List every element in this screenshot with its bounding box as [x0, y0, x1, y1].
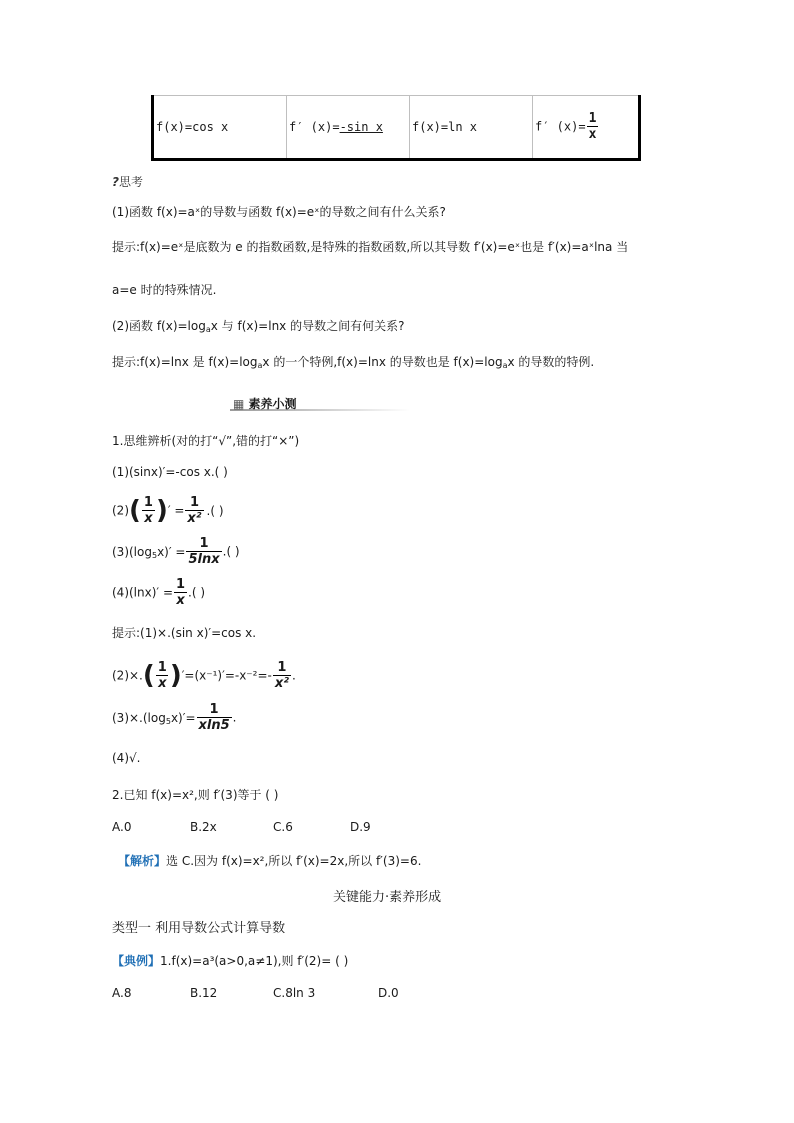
q1-item-3: $(3)(\log_5x)'$ = $\frac{1}{5\ln x}$ .( )	[112, 535, 240, 567]
question-mark-icon: ?	[112, 175, 119, 189]
derivative-table	[151, 95, 641, 161]
q1-hint-4: (4)√.	[112, 751, 141, 765]
table-cell-function-ln: f(x)=ln x	[410, 96, 533, 160]
table-cell-derivative-ln: f′ (x)= $\frac{1}{x}$	[533, 96, 640, 160]
q2-analysis: 【解析】选 C.因为 f(x)=x²,所以 f′(x)=2x,所以 f′(3)=6.	[118, 854, 422, 868]
example-1: 【典例】1.f(x)=a³(a>0,a≠1),则 f′(2)= ( )	[112, 954, 349, 968]
think-question-2: (2)函数 $f(x)=\log_ax$ 与 f(x)=lnx 的导数之间有何关系?	[112, 319, 405, 334]
q1-hint-1: 提示:(1)×.(sin x)′=cos x.	[112, 626, 257, 640]
type-1-title: 类型一 利用导数公式计算导数	[112, 921, 286, 936]
q1-title: 1.思维辨析(对的打“√”,错的打“×”)	[112, 434, 300, 448]
table-cell-derivative-cos: f′ (x)=-sin x	[287, 96, 410, 160]
q1-hint-2: (2)×.( $\frac{1}{x}$ )′=(x⁻¹)′=-x⁻²=- $\frac{1}{\text{x²}}$ .	[112, 659, 296, 691]
q2-option-c: C.6	[273, 820, 293, 834]
book-stack-icon: ▦	[233, 397, 245, 411]
think-answer-2: 提示:f(x)=lnx 是 $f(x)=\log_ax$ 的一个特例,f(x)=lnx 的导数也是 $f(x)=\log_ax$ 的导数的特例.	[112, 355, 595, 370]
think-heading: ?思考	[112, 175, 143, 189]
think-question-1: (1)函数 f(x)=aˣ的导数与函数 f(x)=eˣ的导数之间有什么关系?	[112, 205, 446, 219]
section-header	[233, 396, 297, 412]
think-answer-1-line1: 提示:f(x)=eˣ是底数为 e 的指数函数,是特殊的指数函数,所以其导数 f′(x)=eˣ也是 f′(x)=aˣlna 当	[112, 240, 629, 254]
q1-hint-3: $(3)\times.(\log_5x)'=$ $\frac{1}{xln5}$ .	[112, 701, 237, 733]
q2-title: 2.已知 f(x)=x²,则 f′(3)等于 ( )	[112, 788, 279, 802]
section-title: 素养小测	[248, 397, 297, 411]
table-cell-function-cos: f(x)=cos x	[153, 96, 287, 160]
example-option-d: D.0	[378, 986, 399, 1000]
example-option-a: A.8	[112, 986, 132, 1000]
q1-item-4: (4)(lnx)′ = $\frac{1}{x}$ .( )	[112, 576, 206, 608]
example-option-c: C.8ln 3	[273, 986, 316, 1000]
q2-option-d: D.9	[350, 820, 371, 834]
q2-option-a: A.0	[112, 820, 132, 834]
example-option-b: B.12	[190, 986, 218, 1000]
q1-item-1: (1)(sinx)′=-cos x.( )	[112, 465, 228, 479]
think-answer-1-line2: a=e 时的特殊情况.	[112, 283, 217, 297]
q2-option-b: B.2x	[190, 820, 217, 834]
q1-item-2: (2)( $\frac{1}{x}$ )′ = $\frac{1}{\text{x²}}$ .( )	[112, 494, 224, 526]
chapter-title: 关键能力·素养形成	[333, 890, 442, 905]
